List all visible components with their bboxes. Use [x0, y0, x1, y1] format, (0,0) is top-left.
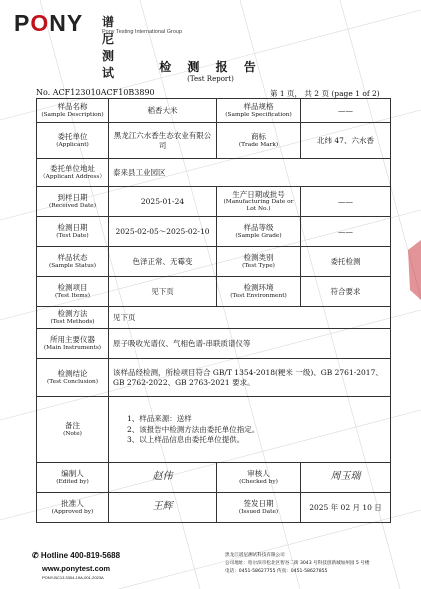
label-sample-description: 样品名称 (Sample Description)	[37, 99, 109, 123]
table-row	[37, 247, 391, 277]
label-applicant: 委托单位 (Applicant)	[37, 123, 109, 159]
value-sample-grade: ——	[301, 217, 391, 247]
value-test-date: 2025-02-05～2025-02-10	[109, 217, 217, 247]
value-test-environment: 符合要求	[301, 277, 391, 307]
table-row	[37, 493, 391, 523]
value-main-instruments: 原子吸收光谱仪、气相色谱-串联质谱仪等	[109, 329, 391, 359]
table-row	[37, 277, 391, 307]
company-address: 公司地址：哈尔滨市松北区智谷二街 3043 号科技创新城加州园 5 号楼	[225, 561, 370, 567]
form-number: PONY-BC13.3304-19A-001-2023A	[42, 575, 104, 580]
table-row	[37, 159, 391, 187]
hotline-text: ✆ Hotline 400-819-5688	[32, 551, 121, 560]
report-number: No. ACF123010ACF10B3890	[36, 88, 155, 97]
value-test-conclusion: 该样品经检测，所检项目符合 GB/T 1354-2018(粳米 一级)、GB 2761-2017、GB 2762-2022、GB 2763-2021 要求。	[109, 359, 391, 397]
label-main-instruments: 所用主要仪器 (Main Instruments)	[37, 329, 109, 359]
label-note: 备注 (Note)	[37, 397, 109, 463]
label-sample-status: 样品状态 (Sample Status)	[37, 247, 109, 277]
table-row	[37, 123, 391, 159]
label-test-conclusion: 检测结论 (Test Conclusion)	[37, 359, 109, 397]
value-trade-mark: 北纬 47、六水香	[301, 123, 391, 159]
note-line: 2、该报告中检测方法由委托单位指定。	[127, 424, 260, 434]
report-subtitle: (Test Report)	[187, 75, 234, 83]
company-info	[225, 552, 370, 576]
value-note	[109, 397, 391, 463]
signature-edited-by: 赵伟	[109, 463, 217, 493]
table-row	[37, 217, 391, 247]
value-manufacturing-date: ——	[301, 187, 391, 217]
report-title: 检 测 报 告	[159, 60, 262, 74]
note-line: 1、样品来源：送样	[127, 414, 192, 424]
table-row	[37, 359, 391, 397]
page-info: 第 1 页， 共 2 页 (page 1 of 2)	[270, 89, 380, 98]
company-name: 黑龙江谱尼测试科技有限公司	[225, 553, 285, 558]
value-sample-description: 稻香大米	[109, 99, 217, 123]
label-edited-by: 编制人 (Edited by)	[37, 463, 109, 493]
pony-logo: PONY	[14, 10, 84, 36]
label-approved-by: 批准人 (Approved by)	[37, 493, 109, 523]
label-applicant-address: 委托单位地址 （Applicant Address）	[37, 159, 109, 187]
brand-english-name: Pony Testing International Group	[102, 29, 183, 35]
value-applicant-address: 泰来县工业园区	[109, 159, 391, 187]
brand-chinese-name: 谱尼测试	[102, 15, 118, 80]
report-info-table	[36, 98, 391, 523]
value-test-type: 委托检测	[301, 247, 391, 277]
label-test-methods: 检测方法 (Test Methods)	[37, 307, 109, 329]
label-manufacturing-date: 生产日期或批号 (Manufacturing Date or Lot No.)	[217, 187, 301, 217]
label-test-date: 检测日期 (Test Date)	[37, 217, 109, 247]
value-test-methods: 见下页	[109, 307, 391, 329]
label-test-environment: 检测环境 (Test Environment)	[217, 277, 301, 307]
value-issued-date: 2025 年 02 月 10 日	[301, 493, 391, 523]
value-received-date: 2025-01-24	[109, 187, 217, 217]
table-row	[37, 329, 391, 359]
label-received-date: 到样日期 (Received Date)	[37, 187, 109, 217]
label-test-items: 检测项目 (Test Items)	[37, 277, 109, 307]
table-row	[37, 187, 391, 217]
table-row	[37, 99, 391, 123]
value-test-items: 见下页	[109, 277, 217, 307]
company-phone: 电话：0451-58627755 传真：0451-58627855	[225, 569, 328, 575]
label-issued-date: 签发日期 (Issued Date)	[217, 493, 301, 523]
label-sample-grade: 样品等级 (Sample Grade)	[217, 217, 301, 247]
table-row	[37, 397, 391, 463]
label-trade-mark: 商标 (Trade Mark)	[217, 123, 301, 159]
note-line: 3、以上样品信息由委托单位提供。	[127, 435, 245, 445]
signature-checked-by: 周玉瑞	[301, 463, 391, 493]
value-sample-specification: ——	[301, 99, 391, 123]
signature-approved-by: 王辉	[109, 493, 217, 523]
table-row	[37, 463, 391, 493]
table-row	[37, 307, 391, 329]
label-sample-specification: 样品规格 (Sample Specification)	[217, 99, 301, 123]
label-checked-by: 审核人 (Checked by)	[217, 463, 301, 493]
label-test-type: 检测类别 (Test Type)	[217, 247, 301, 277]
website-link[interactable]: www.ponytest.com	[42, 564, 111, 573]
value-applicant: 黑龙江六水香生态农业有限公司	[109, 123, 217, 159]
value-sample-status: 色泽正常、无霉变	[109, 247, 217, 277]
